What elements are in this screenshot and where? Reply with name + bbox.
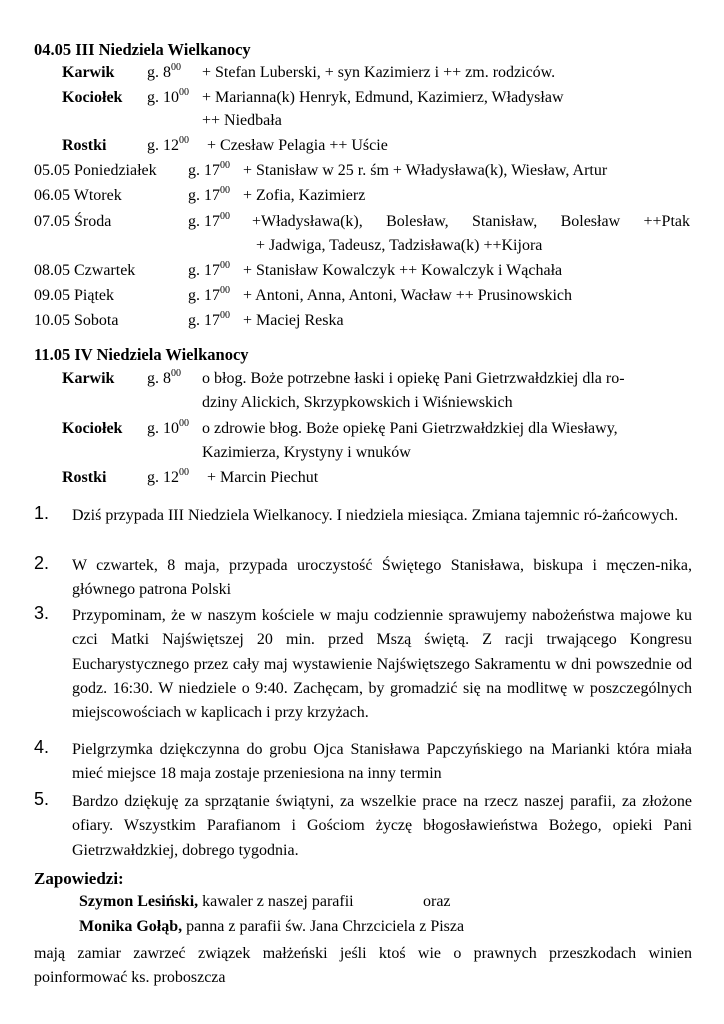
weekday-label: 09.05 Piątek: [34, 287, 114, 304]
announcement-text: Pielgrzymka dziękczynna do grobu Ojca Stanisława Papczyńskiego na Marianki która miała mieć miejsce 18 maja zostaje przeniesiona na inny termin: [72, 741, 692, 783]
mass-time: g. $17^{00}$: [188, 185, 230, 204]
mass-intention: +Władysława(k), Bolesław, Stanisław, Bolesław ++Ptak: [252, 213, 690, 230]
sunday-header: 11.05 IV Niedziela Wielkanocy: [34, 345, 249, 364]
announcement-number: 5.: [34, 789, 50, 809]
person-name: Monika Gołąb,: [79, 918, 183, 935]
banns-person-2: [79, 918, 464, 936]
location-rostki: Rostki: [62, 137, 107, 154]
mass-time: g. $17^{00}$: [188, 160, 230, 179]
announcement-text: W czwartek, 8 maja, przypada uroczystość Świętego Stanisława, biskupa i męczen-nika, głównego patrona Polski: [72, 557, 692, 599]
announcement-text: Przypominam, że w naszym kościele w maju codziennie sprawujemy nabożeństwa majowe ku czci Matki Najświętszej 20 min. przed Mszą świętą. Z racji trwającego Kongresu Eucharystycznego przez cały maj wystawienie Najświętszego Sakramentu w dni powszednie od godz. 16:30. W niedziele o 9:40. Zachęcam, by gromadzić się na modlitwę w poszczególnych miejscowościach w kaplicach i przy krzyżach.: [72, 607, 692, 722]
location-karwik: Karwik: [62, 64, 115, 81]
banns-closing: mają zamiar zawrzeć związek małżeński jeśli ktoś wie o prawnych przeszkodach winien poinformować ks. proboszcza: [34, 945, 692, 987]
person-desc: kawaler z naszej parafii: [202, 893, 354, 910]
mass-time: g. $17^{00}$: [188, 260, 230, 279]
announcement-number: 2.: [34, 553, 50, 573]
mass-time: g. $10^{00}$: [147, 418, 189, 437]
weekday-label: 06.05 Wtorek: [34, 187, 122, 204]
mass-intention: + Stanisław w 25 r. śm + Władysława(k), Wiesław, Artur: [243, 162, 608, 179]
announcement-text: Bardzo dziękuję za sprzątanie świątyni, za wszelkie prace na rzecz naszej parafii, za złożone ofiary. Wszystkim Parafianom i Gościom życzę błogosławieństwa Bożego, opieki Pani Gietrzwałdzkiej, dobrego tygodnia.: [72, 793, 692, 859]
location-rostki: Rostki: [62, 469, 107, 486]
mass-intention-continued: dziny Alickich, Skrzypkowskich i Wiśniewskich: [202, 394, 513, 411]
weekday-label: 10.05 Sobota: [34, 312, 119, 329]
mass-intention: + Maciej Reska: [243, 312, 344, 329]
location-karwik: Karwik: [62, 370, 115, 387]
banns-conjunction: oraz: [423, 893, 451, 910]
mass-time: g. $8^{00}$: [147, 368, 181, 387]
person-desc: panna z parafii św. Jana Chrzciciela z Pisza: [186, 918, 465, 935]
mass-intention: o błog. Boże potrzebne łaski i opiekę Pani Gietrzwałdzkiej dla ro-: [202, 370, 625, 387]
mass-intention: + Marcin Piechut: [207, 469, 319, 486]
banns-person-1: [79, 893, 354, 911]
mass-intention-continued: Kazimierza, Krystyny i wnuków: [202, 444, 411, 461]
sunday-header: 04.05 III Niedziela Wielkanocy: [34, 40, 251, 59]
location-kociolek: Kociołek: [62, 420, 123, 437]
person-name: Szymon Lesiński,: [79, 893, 199, 910]
mass-intention: + Stanisław Kowalczyk ++ Kowalczyk i Wąchała: [243, 262, 563, 279]
announcement-number: 1.: [34, 503, 50, 523]
weekday-label: 07.05 Środa: [34, 213, 112, 230]
announcement-number: 3.: [34, 603, 50, 623]
announcement-text: Dziś przypada III Niedziela Wielkanocy. I niedziela miesiąca. Zmiana tajemnic ró-żańcowych.: [72, 507, 679, 524]
announcement-number: 4.: [34, 737, 50, 757]
weekday-label: 08.05 Czwartek: [34, 262, 136, 279]
mass-intention: + Antoni, Anna, Antoni, Wacław ++ Prusinowskich: [243, 287, 573, 304]
location-kociolek: Kociołek: [62, 89, 123, 106]
banns-title: Zapowiedzi:: [34, 869, 124, 888]
mass-intention-continued: ++ Niedbała: [202, 112, 282, 129]
mass-time: g. $17^{00}$: [188, 285, 230, 304]
mass-intention: o zdrowie błog. Boże opiekę Pani Gietrzwałdzkiej dla Wiesławy,: [202, 420, 618, 437]
mass-time: g. $10^{00}$: [147, 87, 189, 106]
mass-intention: + Czesław Pelagia ++ Uście: [207, 137, 388, 154]
mass-time: g. $17^{00}$: [188, 310, 230, 329]
mass-intention: + Zofia, Kazimierz: [243, 187, 366, 204]
mass-intention: + Marianna(k) Henryk, Edmund, Kazimierz, Władysław: [202, 89, 564, 106]
weekday-label: 05.05 Poniedziałek: [34, 162, 157, 179]
mass-time: g. $12^{00}$: [147, 135, 189, 154]
mass-time: g. $8^{00}$: [147, 62, 181, 81]
mass-time: g. $12^{00}$: [147, 467, 189, 486]
mass-intention-continued: + Jadwiga, Tadeusz, Tadzisława(k) ++Kijora: [256, 237, 543, 254]
mass-intention: + Stefan Luberski, + syn Kazimierz i ++ zm. rodziców.: [202, 64, 556, 81]
mass-time: g. $17^{00}$: [188, 211, 230, 230]
